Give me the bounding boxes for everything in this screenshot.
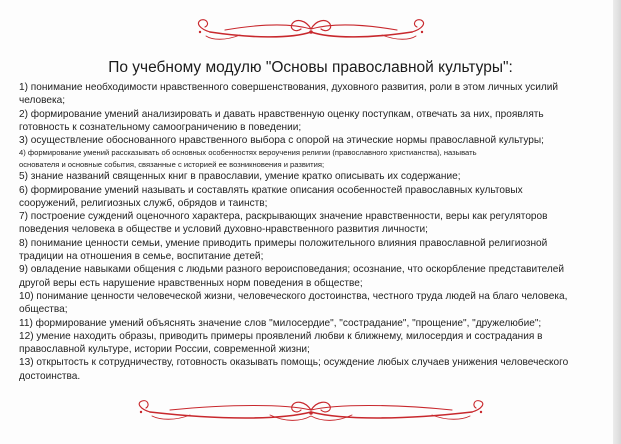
bottom-flourish-ornament	[0, 394, 621, 434]
list-item-line: 12) умение находить образы, приводить примеры проявлений любви к ближнему, милосердия и сострадания в	[19, 330, 543, 342]
top-flourish-ornament	[0, 8, 621, 48]
list-item	[19, 317, 617, 330]
list-item-line: основателя и основные события, связанные с историей ее возникновения и развития;	[19, 159, 325, 169]
page-title: По учебному модулю "Основы православной культуры":	[108, 59, 513, 76]
list-item-line: 2) формирование умений анализировать и давать нравственную оценку поступкам, отвечать за них, проявлять	[19, 108, 544, 120]
list-item-line: 8) понимание ценности семьи, умение приводить примеры положительного влияния православной религиозной	[19, 237, 548, 249]
list-item	[19, 330, 617, 357]
list-item-line: человека;	[19, 95, 66, 107]
list-item-line: 5) знание названий священных книг в православии, умение кратко описывать их содержание;	[19, 171, 461, 183]
list-item	[19, 263, 617, 290]
page-edge-shadow	[613, 0, 621, 444]
list-item-line: общества;	[19, 304, 68, 316]
list-item	[19, 237, 617, 264]
list-item	[19, 147, 617, 170]
list-item-line: традиции на отношения в семье, воспитание детей;	[19, 251, 264, 263]
list-item-line: православной культуре, истории России, современной жизни;	[19, 344, 310, 356]
list-item	[19, 170, 617, 183]
list-item-line: готовность к сознательному самоограничению в поведении;	[19, 121, 302, 133]
list-item	[19, 210, 617, 237]
list-item-line: 3) осуществление обоснованного нравственного выбора с опорой на этические нормы православной культуры;	[19, 135, 544, 147]
list-item-line: 13) открытость к сотрудничеству, готовность оказывать помощь; осуждение любых случаев унижения человеческого	[19, 357, 569, 369]
list-item-line: 9) овладение навыками общения с людьми разного вероисповедания; осознание, что оскорбление представителей	[19, 264, 565, 276]
list-item	[19, 134, 617, 147]
list-item	[19, 184, 617, 211]
list-item	[19, 108, 617, 135]
list-item-line: достоинства.	[19, 370, 81, 382]
outcomes-list	[19, 81, 617, 383]
list-item	[19, 81, 617, 108]
list-item-line: 7) построение суждений оценочного характера, раскрывающих значение нравственности, веры как регуляторов	[19, 211, 548, 223]
list-item-line: 11) формирование умений объяснять значение слов "милосердие", "сострадание", "прощение", "дружелюбие";	[19, 317, 542, 329]
list-item	[19, 290, 617, 317]
list-item	[19, 356, 617, 383]
list-item-line: сооружений, религиозных служб, обрядов и таинств;	[19, 197, 268, 209]
list-item-line: 4) формирование умений рассказывать об основных особенностях вероучения религии (православного христианства), называть	[19, 148, 477, 158]
list-item-line: 10) понимание ценности человеческой жизни, человеческого достоинства, честного труда людей на благо человека,	[19, 290, 568, 302]
list-item-line: другой веры есть нарушение нравственных норм поведения в обществе;	[19, 277, 363, 289]
list-item-line: 6) формирование умений называть и составлять краткие описания особенностей православных культовых	[19, 184, 523, 196]
list-item-line: 1) понимание необходимости нравственного совершенствования, духовного развития, роли в этом личных усилий	[19, 82, 559, 93]
list-item-line: поведения человека в обществе и условий духовно-нравственного развития личности;	[19, 224, 428, 236]
